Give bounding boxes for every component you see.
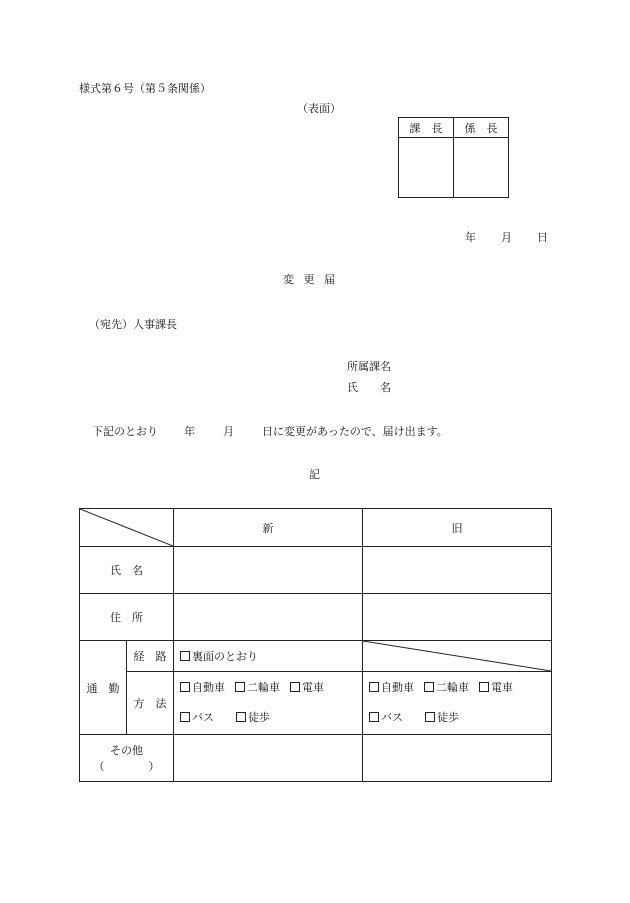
statement-prefix: 下記のとおり xyxy=(92,425,158,438)
new-method-cell xyxy=(174,672,363,735)
option-walk: 徒歩 xyxy=(437,711,459,724)
checkbox-new-motorcycle[interactable] xyxy=(235,682,245,692)
document-title: 変 更 届 xyxy=(283,273,338,286)
option-motorcycle: 二輪車 xyxy=(436,681,469,694)
submission-date xyxy=(465,229,548,245)
other-paren: （ ） xyxy=(93,760,160,773)
checkbox-old-motorcycle[interactable] xyxy=(424,682,434,692)
date-month: 月 xyxy=(501,231,512,244)
stamp-chief-cell xyxy=(399,138,454,198)
option-bus: バス xyxy=(381,711,403,724)
department-label: 所属課名 xyxy=(347,360,391,373)
addressee: （宛先）人事課長 xyxy=(89,318,177,331)
new-address-cell[interactable] xyxy=(174,594,363,641)
checkbox-old-walk[interactable] xyxy=(425,712,435,722)
checkbox-new-bus[interactable] xyxy=(180,712,190,722)
option-car: 自動車 xyxy=(192,681,225,694)
option-walk: 徒歩 xyxy=(248,711,270,724)
stamp-subchief-cell xyxy=(454,138,509,198)
checkbox-new-walk[interactable] xyxy=(236,712,246,722)
other-label: その他 xyxy=(110,744,143,757)
old-name-cell[interactable] xyxy=(363,547,552,594)
checkbox-new-car[interactable] xyxy=(180,682,190,692)
option-bus: バス xyxy=(192,711,214,724)
old-other-cell[interactable] xyxy=(363,735,552,782)
row-label-commute: 通 勤 xyxy=(80,641,127,735)
stamp-chief-label: 課 長 xyxy=(399,118,454,138)
row-label-other xyxy=(80,735,174,782)
statement-suffix: 日に変更があったので、届け出ます。 xyxy=(262,425,448,438)
new-other-cell[interactable] xyxy=(174,735,363,782)
column-header-old: 旧 xyxy=(363,509,552,547)
option-train: 電車 xyxy=(302,681,324,694)
form-number: 様式第６号（第５条関係） xyxy=(79,82,211,95)
page-side-label: （表面） xyxy=(297,102,341,115)
row-label-name: 氏 名 xyxy=(80,547,174,594)
option-train: 電車 xyxy=(491,681,513,694)
new-route-cell xyxy=(174,641,363,672)
approval-stamp-box xyxy=(398,117,509,198)
checkbox-new-train[interactable] xyxy=(290,682,300,692)
column-header-new: 新 xyxy=(174,509,363,547)
change-table xyxy=(79,508,552,782)
new-name-cell[interactable] xyxy=(174,547,363,594)
row-label-address: 住 所 xyxy=(80,594,174,641)
old-method-cell xyxy=(363,672,552,735)
header-corner-cell xyxy=(80,509,174,547)
ki-heading: 記 xyxy=(309,468,320,481)
old-route-cell xyxy=(363,641,552,672)
applicant-name-label: 氏 名 xyxy=(347,381,391,394)
stamp-subchief-label: 係 長 xyxy=(454,118,509,138)
date-year: 年 xyxy=(465,231,476,244)
statement-month: 月 xyxy=(223,425,234,438)
option-motorcycle: 二輪車 xyxy=(247,681,280,694)
checkbox-old-car[interactable] xyxy=(369,682,379,692)
statement-year: 年 xyxy=(184,425,195,438)
date-day: 日 xyxy=(537,231,548,244)
checkbox-old-train[interactable] xyxy=(479,682,489,692)
sub-label-method: 方 法 xyxy=(127,672,174,735)
checkbox-route-reverse[interactable] xyxy=(180,651,190,661)
option-car: 自動車 xyxy=(381,681,414,694)
sub-label-route: 経 路 xyxy=(127,641,174,672)
checkbox-old-bus[interactable] xyxy=(369,712,379,722)
route-option-label: 裏面のとおり xyxy=(192,650,258,663)
old-address-cell[interactable] xyxy=(363,594,552,641)
statement xyxy=(92,423,448,439)
